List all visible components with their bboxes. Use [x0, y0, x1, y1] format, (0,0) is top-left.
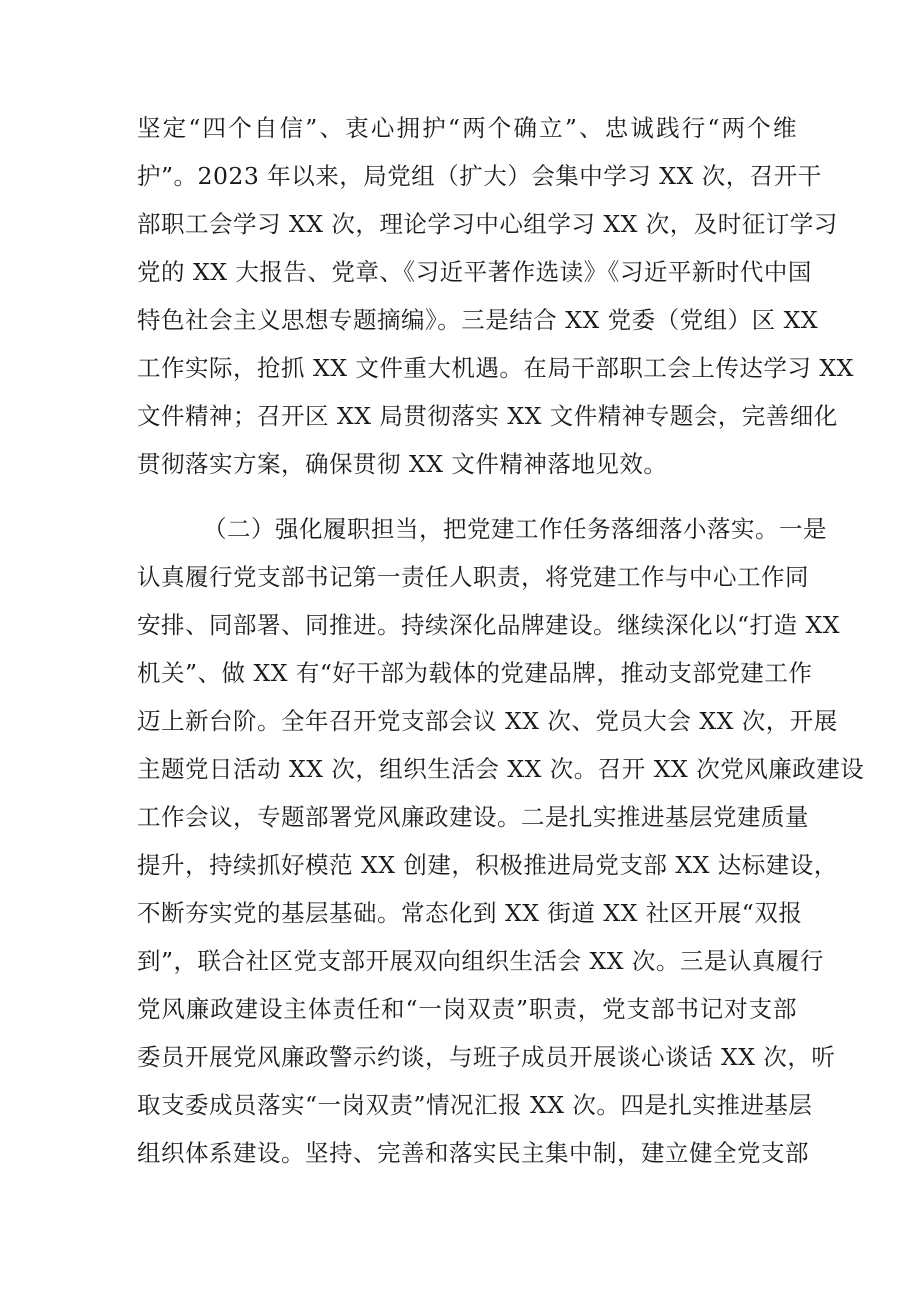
paragraph-1 — [137, 104, 854, 488]
paragraph-spacer — [137, 488, 797, 505]
text-line: 组织体系建设。坚持、完善和落实民主集中制，建立健全党支部 — [137, 1139, 809, 1167]
text-line: 认真履行党支部书记第一责任人职责，将党建工作与中心工作同 — [137, 563, 809, 591]
text-line: （二）强化履职担当，把党建工作任务落细落小落实。一是 — [203, 515, 827, 543]
document-body — [137, 104, 865, 1177]
text-line: 机关”、做 XX 有“好干部为载体的党建品牌，推动支部党建工作 — [137, 659, 813, 687]
text-line: 迈上新台阶。全年召开党支部会议 XX 次、党员大会 XX 次，开展 — [137, 707, 838, 735]
text-line: 工作实际，抢抓 XX 文件重大机遇。在局干部职工会上传达学习 XX — [137, 354, 854, 382]
text-line: 护”。2023 年以来，局党组（扩大）会集中学习 XX 次，召开干 — [137, 162, 822, 190]
text-line: 部职工会学习 XX 次，理论学习中心组学习 XX 次，及时征订学习 — [137, 210, 838, 238]
text-line: 党风廉政建设主体责任和“一岗双责”职责，党支部书记对支部 — [137, 995, 797, 1023]
text-line: 委员开展党风廉政警示约谈，与班子成员开展谈心谈话 XX 次，听 — [137, 1043, 836, 1071]
text-line: 特色社会主义思想专题摘编》。三是结合 XX 党委（党组）区 XX — [137, 306, 819, 334]
text-line: 主题党日活动 XX 次，组织生活会 XX 次。召开 XX 次党风廉政建设 — [137, 755, 865, 783]
text-line: 文件精神；召开区 XX 局贯彻落实 XX 文件精神专题会，完善细化 — [137, 402, 838, 430]
text-line: 取支委成员落实“一岗双责”情况汇报 XX 次。四是扎实推进基层 — [137, 1091, 813, 1119]
text-line: 到”，联合社区党支部开展双向组织生活会 XX 次。三是认真履行 — [137, 947, 824, 975]
text-line: 坚定“四个自信”、衷心拥护“两个确立”、忠诚践行“两个维 — [137, 114, 797, 142]
text-line: 不断夯实党的基层基础。常态化到 XX 街道 XX 社区开展“双报 — [137, 899, 803, 927]
text-line: 安排、同部署、同推进。持续深化品牌建设。继续深化以“打造 XX — [137, 611, 840, 639]
text-line: 党的 XX 大报告、党章、《习近平著作选读》《习近平新时代中国 — [137, 258, 812, 286]
text-line: 贯彻落实方案，确保贯彻 XX 文件精神落地见效。 — [137, 450, 668, 478]
text-line: 工作会议，专题部署党风廉政建设。二是扎实推进基层党建质量 — [137, 803, 809, 831]
text-line: 提升，持续抓好模范 XX 创建，积极推进局党支部 XX 达标建设， — [137, 851, 838, 879]
paragraph-2 — [137, 505, 865, 1177]
